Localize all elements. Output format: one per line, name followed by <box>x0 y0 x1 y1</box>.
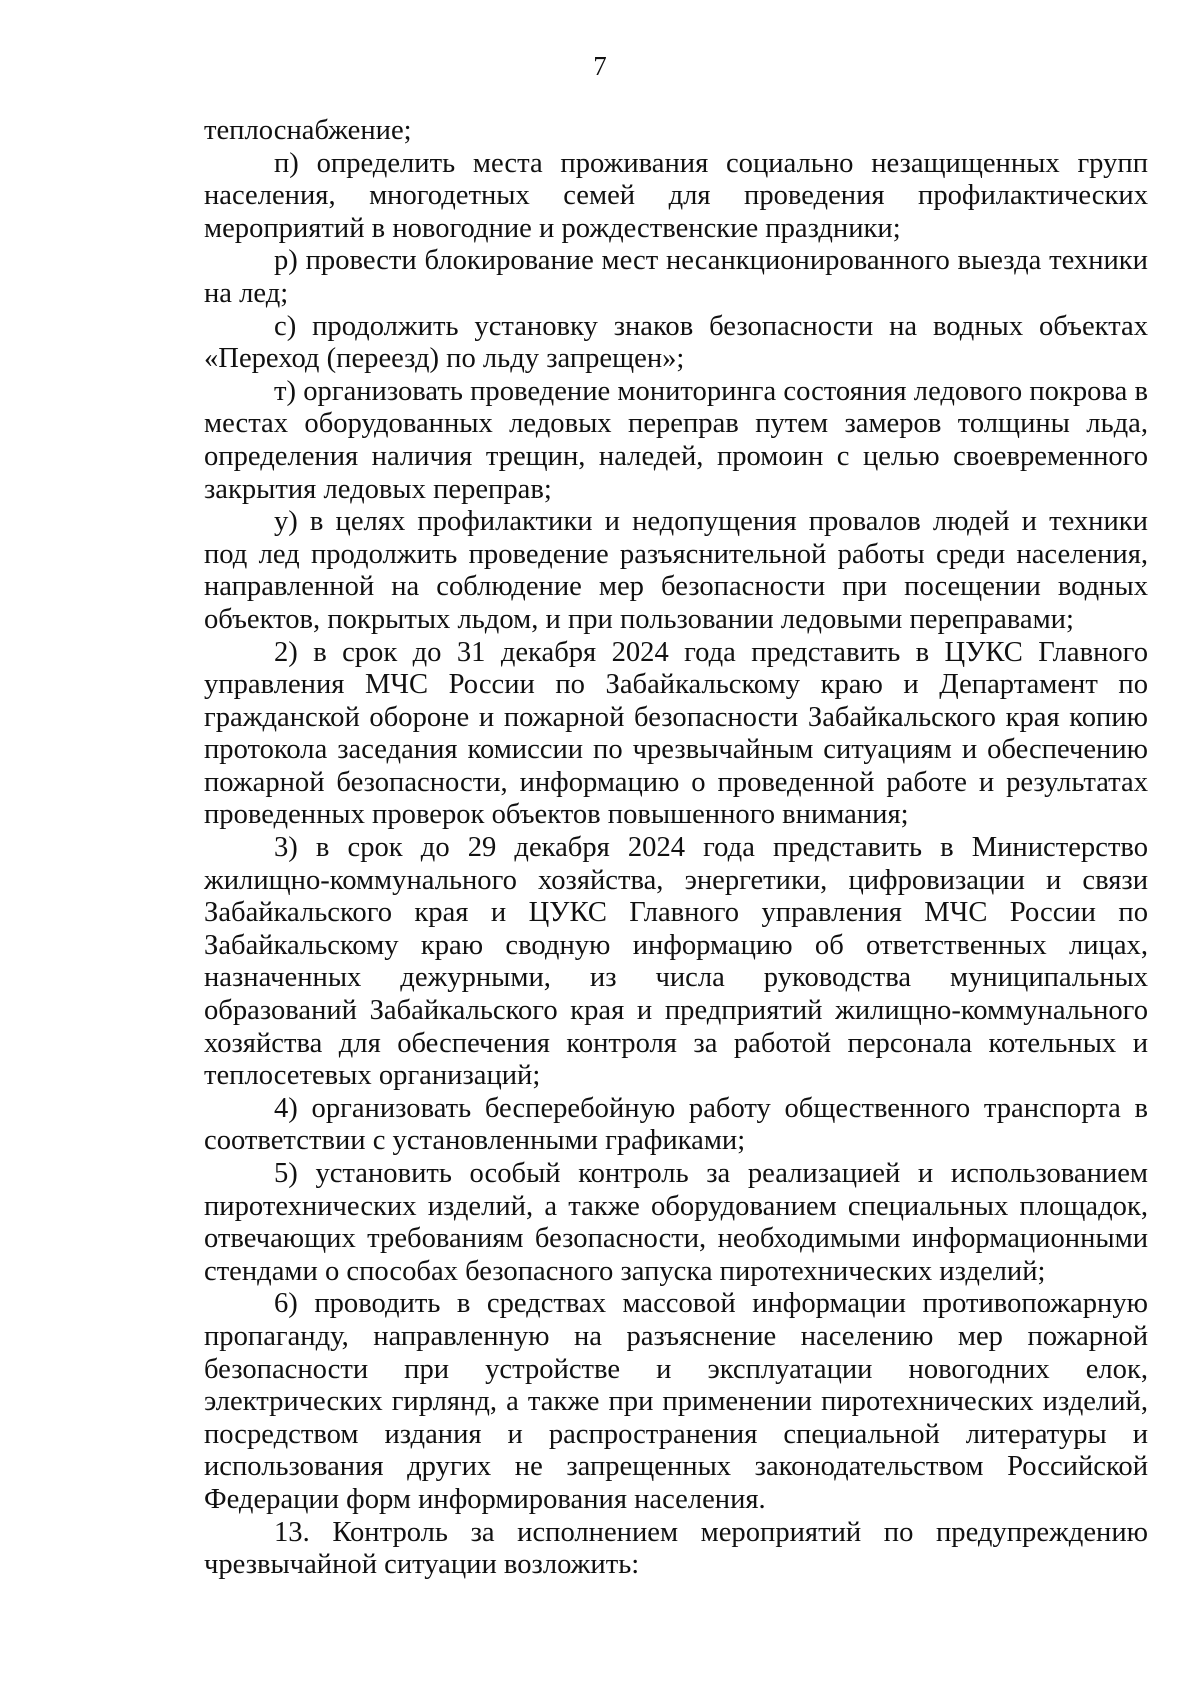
paragraph-item-4: 4) организовать бесперебойную работу общественного транспорта в соответствии с установленными графиками; <box>204 1092 1148 1157</box>
paragraph-item-s: с) продолжить установку знаков безопасности на водных объектах «Переход (переезд) по льду запрещен»; <box>204 310 1148 375</box>
page-number: 7 <box>593 51 607 81</box>
paragraph-heat-supply-continuation: теплоснабжение; <box>204 115 412 146</box>
paragraph-item-3: 3) в срок до 29 декабря 2024 года представить в Министерство жилищно-коммунального хозяйства, энергетики, цифровизации и связи Забайкальского края и ЦУКС Главного управления МЧС России по Забайкальскому краю сводную информацию об ответственных лицах, назначенных дежурными, из числа руководства муниципальных образований Забайкальского края и предприятий жилищно-коммунального хозяйства для обеспечения контроля за работой персонала котельных и теплосетевых организаций; <box>204 832 1148 1092</box>
paragraph-item-u: у) в целях профилактики и недопущения провалов людей и техники под лед продолжить проведение разъяснительной работы среди населения, направленной на соблюдение мер безопасности при посещении водных объектов, покрытых льдом, и при пользовании ледовыми переправами; <box>204 506 1148 635</box>
paragraph-item-p: п) определить места проживания социально незащищенных групп населения, многодетных семей для проведения профилактических мероприятий в новогодние и рождественские праздники; <box>204 147 1148 244</box>
paragraph-item-t: т) организовать проведение мониторинга состояния ледового покрова в местах оборудованных ледовых переправ путем замеров толщины льда, определения наличия трещин, наледей, промоин с целью своевременного закрытия ледовых переправ; <box>204 375 1148 505</box>
document-body <box>204 115 1148 1582</box>
paragraph-section-13: 13. Контроль за исполнением мероприятий по предупреждению чрезвычайной ситуации возложить: <box>204 1516 1148 1581</box>
paragraph-item-5: 5) установить особый контроль за реализацией и использованием пиротехнических изделий, а также оборудованием специальных площадок, отвечающих требованиям безопасности, необходимыми информационными стендами о способах безопасного запуска пиротехнических изделий; <box>204 1158 1148 1287</box>
paragraph-item-r: р) провести блокирование мест несанкционированного выезда техники на лед; <box>204 245 1148 309</box>
paragraph-item-6: 6) проводить в средствах массовой информации противопожарную пропаганду, направленную на разъяснение населению мер пожарной безопасности при устройстве и эксплуатации новогодних елок, электрических гирлянд, а также при применении пиротехнических изделий, посредством издания и распространения специальной литературы и использования других не запрещенных законодательством Российской Федерации форм информирования населения. <box>204 1288 1148 1515</box>
paragraph-item-2: 2) в срок до 31 декабря 2024 года представить в ЦУКС Главного управления МЧС России по Забайкальскому краю и Департамент по гражданской обороне и пожарной безопасности Забайкальского края копию протокола заседания комиссии по чрезвычайным ситуациям и обеспечению пожарной безопасности, информацию о проведенной работе и результатах проведенных проверок объектов повышенного внимания; <box>204 636 1148 831</box>
